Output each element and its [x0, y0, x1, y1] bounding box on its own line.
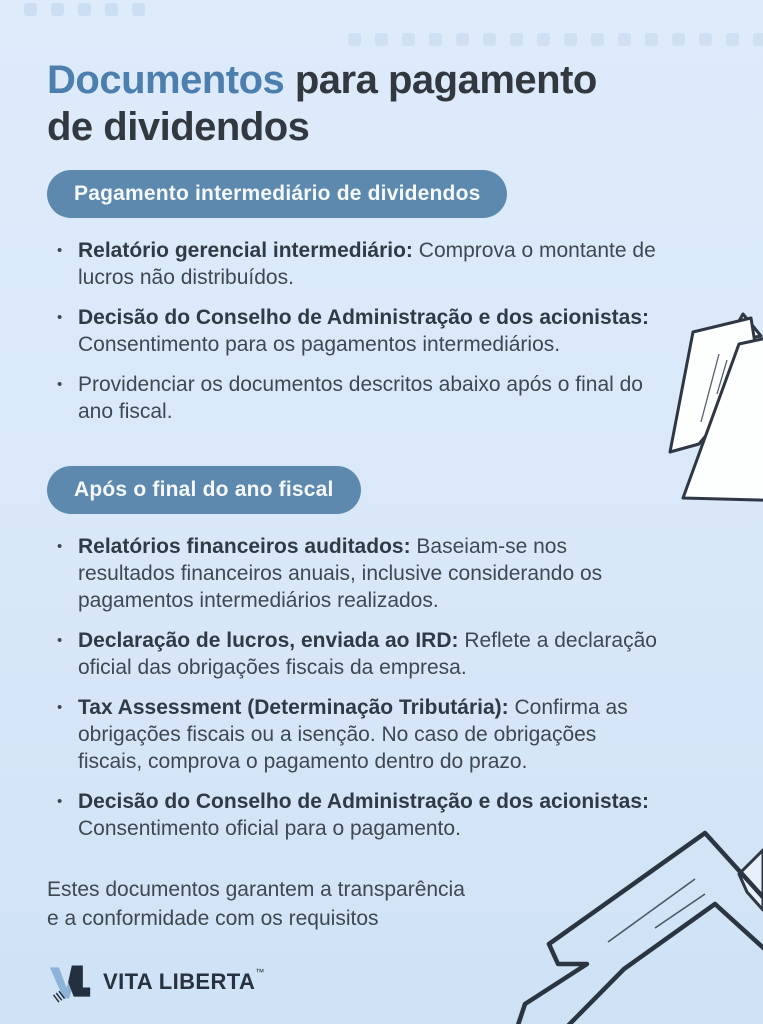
list-item — [47, 694, 661, 775]
vita-liberta-logo-icon — [47, 960, 93, 1004]
bullet-dot: • — [57, 538, 63, 555]
bullet-text: Comprova o montante de lucros não distribuídos. — [78, 239, 656, 289]
brand-name — [103, 969, 265, 995]
section-badge: Após o final do ano fiscal — [47, 466, 361, 514]
bullet-text: Reflete a declaração oficial das obrigações fiscais da empresa. — [78, 629, 657, 679]
bullet-text: Providenciar os documentos descritos abaixo após o final do ano fiscal. — [78, 373, 643, 423]
bullet-lead: Tax Assessment (Determinação Tributária): — [78, 696, 509, 719]
list-item — [47, 371, 661, 425]
page-title-rest: para pagamento de dividendos — [47, 58, 597, 149]
section-badge: Pagamento intermediário de dividendos — [47, 170, 507, 218]
page-title — [47, 57, 647, 151]
list-item — [47, 627, 661, 681]
list-item — [47, 237, 661, 291]
bullet-lead: Declaração de lucros, enviada ao IRD: — [78, 629, 459, 652]
bullet-dot: • — [57, 793, 63, 810]
bullet-lead: Decisão do Conselho de Administração e dos acionistas: — [78, 790, 650, 813]
bullet-text: Consentimento para os pagamentos intermediários. — [78, 333, 561, 356]
brand-logo — [47, 960, 716, 1004]
section-after-fiscal-year — [47, 438, 716, 842]
list-item — [47, 788, 661, 842]
list-item — [47, 304, 661, 358]
section-interim-payment — [47, 151, 716, 425]
bullet-text: Baseiam-se nos resultados financeiros anuais, inclusive considerando os pagamentos intermediários realizados. — [78, 535, 603, 612]
bullet-text: Consentimento oficial para o pagamento. — [78, 817, 461, 840]
bullet-lead: Relatórios financeiros auditados: — [78, 535, 411, 558]
bullet-dot: • — [57, 632, 63, 649]
closing-note: Estes documentos garantem a transparência e a conformidade com os requisitos — [47, 878, 465, 930]
trademark-symbol: ™ — [255, 967, 265, 977]
bullet-dot: • — [57, 242, 63, 259]
bullet-dot: • — [57, 376, 63, 393]
list-item — [47, 533, 661, 614]
brand-name-text: VITA LIBERTA — [103, 969, 256, 994]
bullet-lead: Decisão do Conselho de Administração e dos acionistas: — [78, 306, 650, 329]
bullet-dot: • — [57, 699, 63, 716]
page-title-highlight: Documentos — [47, 58, 285, 102]
bullet-list — [47, 533, 661, 842]
bullet-lead: Relatório gerencial intermediário: — [78, 239, 413, 262]
bullet-dot: • — [57, 309, 63, 326]
bullet-text: Confirma as obrigações fiscais ou a isenção. No caso de obrigações fiscais, comprova o pagamento dentro do prazo. — [78, 696, 628, 773]
bullet-list — [47, 237, 661, 425]
